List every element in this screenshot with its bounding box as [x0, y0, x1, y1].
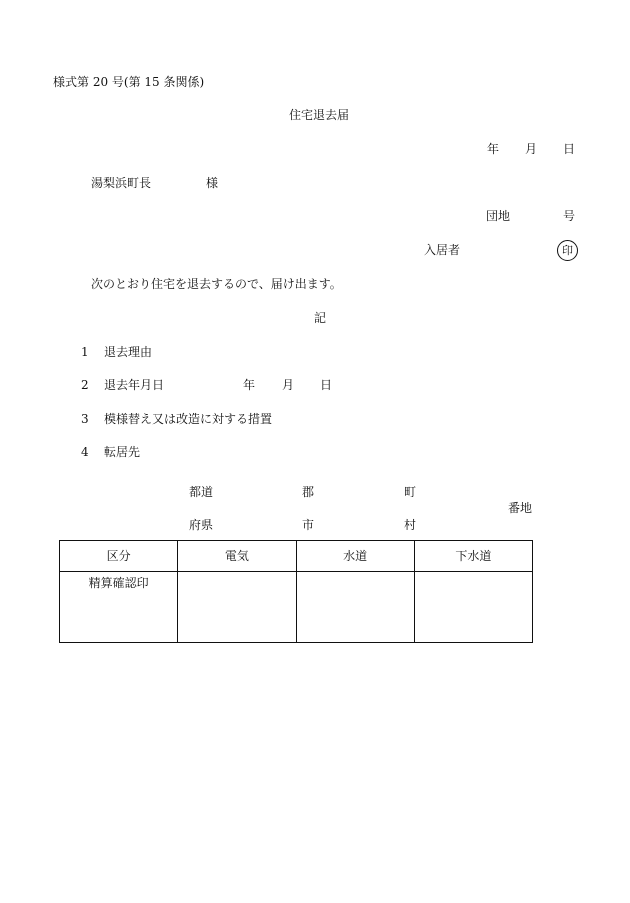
address-shi-label: 市 [302, 518, 315, 532]
intro-text: 次のとおり住宅を退去するので、届け出ます。 [91, 277, 342, 291]
addressee-name: 湯梨浜町長 [91, 176, 152, 190]
address-banchi-label: 番地 [508, 501, 533, 515]
addressee-honorific: 様 [206, 176, 219, 190]
resident-label: 入居者 [424, 243, 461, 257]
item-label-reason: 退去理由 [104, 345, 153, 359]
table-header-category: 区分 [60, 541, 178, 572]
item-label-measures: 模様替え又は改造に対する措置 [104, 412, 273, 426]
table-cell-water [296, 572, 414, 643]
table-header-sewer: 下水道 [414, 541, 532, 572]
item-number: 3 [81, 412, 89, 426]
item-date-month: 月 [282, 378, 295, 392]
danchi-label: 団地 [486, 209, 511, 223]
document-title: 住宅退去届 [289, 108, 350, 122]
date-day-label: 日 [563, 142, 576, 156]
address-mura-label: 村 [404, 518, 417, 532]
seal-mark-icon: 印 [557, 240, 578, 261]
address-todo-label: 都道 [189, 485, 214, 499]
table-header-water: 水道 [296, 541, 414, 572]
ki-heading: 記 [314, 311, 327, 325]
table-row-label: 精算確認印 [60, 572, 178, 643]
danchi-number-label: 号 [563, 209, 576, 223]
address-fuken-label: 府県 [189, 518, 214, 532]
date-month-label: 月 [525, 142, 538, 156]
item-label-date: 退去年月日 [104, 378, 165, 392]
table-row [60, 572, 533, 643]
date-year-label: 年 [487, 142, 500, 156]
item-number: 2 [81, 378, 89, 392]
form-number: 様式第 20 号(第 15 条関係) [53, 75, 205, 89]
item-number: 1 [81, 345, 89, 359]
table-header-electricity: 電気 [178, 541, 296, 572]
item-label-new-address: 転居先 [104, 445, 141, 459]
table-cell-electricity [178, 572, 296, 643]
item-date-day: 日 [320, 378, 333, 392]
item-date-year: 年 [243, 378, 256, 392]
table-header-row [60, 541, 533, 572]
address-machi-label: 町 [404, 485, 417, 499]
address-gun-label: 郡 [302, 485, 315, 499]
settlement-table [59, 540, 533, 643]
table-cell-sewer [414, 572, 532, 643]
item-number: 4 [81, 445, 89, 459]
